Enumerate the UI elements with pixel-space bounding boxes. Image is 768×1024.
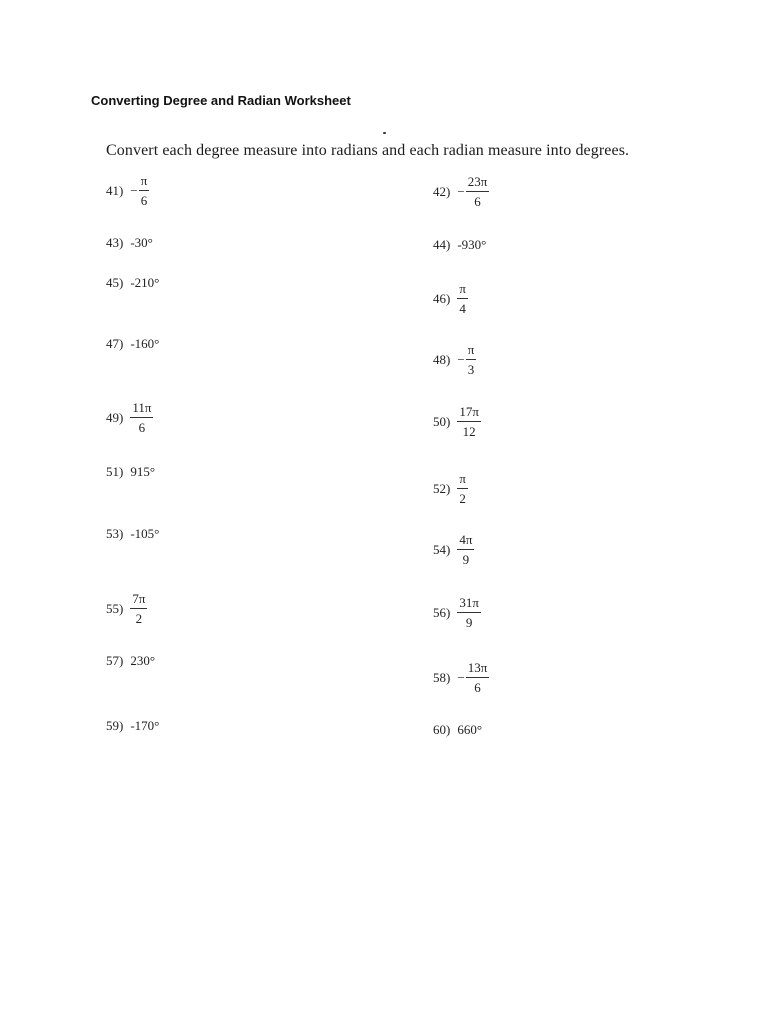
fraction-denominator: 6 [474,680,481,695]
problem-number: 54) [433,541,451,557]
problem-57 [106,653,155,669]
fraction [457,405,481,438]
fraction [457,533,474,566]
problem-number: 47) [106,336,124,351]
scan-speck [383,132,386,134]
problem-60 [433,722,482,738]
problem-47 [106,336,159,352]
fraction-denominator: 2 [459,491,466,506]
problem-number: 52) [433,480,451,496]
problem-number: 51) [106,464,124,479]
problem-value: -930° [457,237,487,252]
problem-number: 49) [106,409,124,425]
problem-value: -170° [130,718,160,733]
fraction-numerator: 17π [457,405,481,422]
problem-45 [106,275,159,291]
problem-50 [433,405,481,438]
problem-46 [433,282,468,315]
fraction-numerator: 23π [466,175,490,192]
fraction-numerator: 13π [466,661,490,678]
fraction-numerator: π [457,472,468,489]
problem-44 [433,237,486,253]
fraction-numerator: π [466,343,477,360]
fraction [466,175,490,208]
problem-number: 43) [106,235,124,250]
fraction-denominator: 3 [467,362,475,377]
minus-sign: − [130,182,138,198]
problem-value: 230° [130,653,156,668]
problem-number: 50) [433,413,451,429]
fraction-numerator: 7π [130,592,147,609]
problem-number: 59) [106,718,124,733]
problem-number: 53) [106,526,124,541]
minus-sign: − [457,183,465,199]
fraction [466,343,477,376]
fraction-denominator: 6 [140,193,148,208]
problem-value: -160° [130,336,160,351]
fraction-denominator: 2 [135,611,143,626]
fraction [130,401,153,434]
fraction-denominator: 4 [459,301,466,316]
fraction-numerator: 11π [130,401,153,418]
fraction [466,661,490,694]
instructions: Convert each degree measure into radians and each radian measure into degrees. [106,142,630,159]
fraction [130,592,147,625]
problem-43 [106,235,153,251]
problem-value: 660° [457,722,483,737]
fraction-numerator: π [457,282,468,299]
problem-56 [433,596,481,629]
problem-54 [433,533,474,566]
problem-41 [106,174,149,207]
problem-number: 60) [433,722,451,737]
problem-number: 48) [433,351,451,367]
problem-52 [433,472,468,505]
problem-value: -210° [130,275,160,290]
fraction [457,282,468,315]
problem-53 [106,526,159,542]
problem-number: 56) [433,604,451,620]
minus-sign: − [457,351,465,367]
page-title: Converting Degree and Radian Worksheet [91,93,351,108]
problem-value: -30° [130,235,153,250]
problem-number: 57) [106,653,124,668]
minus-sign: − [457,669,465,685]
fraction-denominator: 9 [465,615,473,630]
problem-48 [433,343,476,376]
problem-number: 44) [433,237,451,252]
problem-number: 42) [433,183,451,199]
fraction [457,472,468,505]
problem-number: 58) [433,669,451,685]
problem-value: -105° [130,526,160,541]
fraction-denominator: 6 [138,420,146,435]
problem-59 [106,718,159,734]
problem-number: 46) [433,290,451,306]
problem-55 [106,592,147,625]
fraction-numerator: 31π [457,596,481,613]
problem-42 [433,175,489,208]
problem-number: 45) [106,275,124,290]
fraction-numerator: 4π [457,533,474,550]
problem-number: 55) [106,600,124,616]
fraction-denominator: 6 [474,194,481,209]
problem-58 [433,661,489,694]
problem-51 [106,464,155,480]
fraction [139,174,150,207]
fraction-denominator: 12 [462,424,476,439]
fraction-numerator: π [139,174,150,191]
problem-value: 915° [130,464,156,479]
problem-number: 41) [106,182,124,198]
fraction-denominator: 9 [462,552,470,567]
fraction [457,596,481,629]
problem-49 [106,401,153,434]
